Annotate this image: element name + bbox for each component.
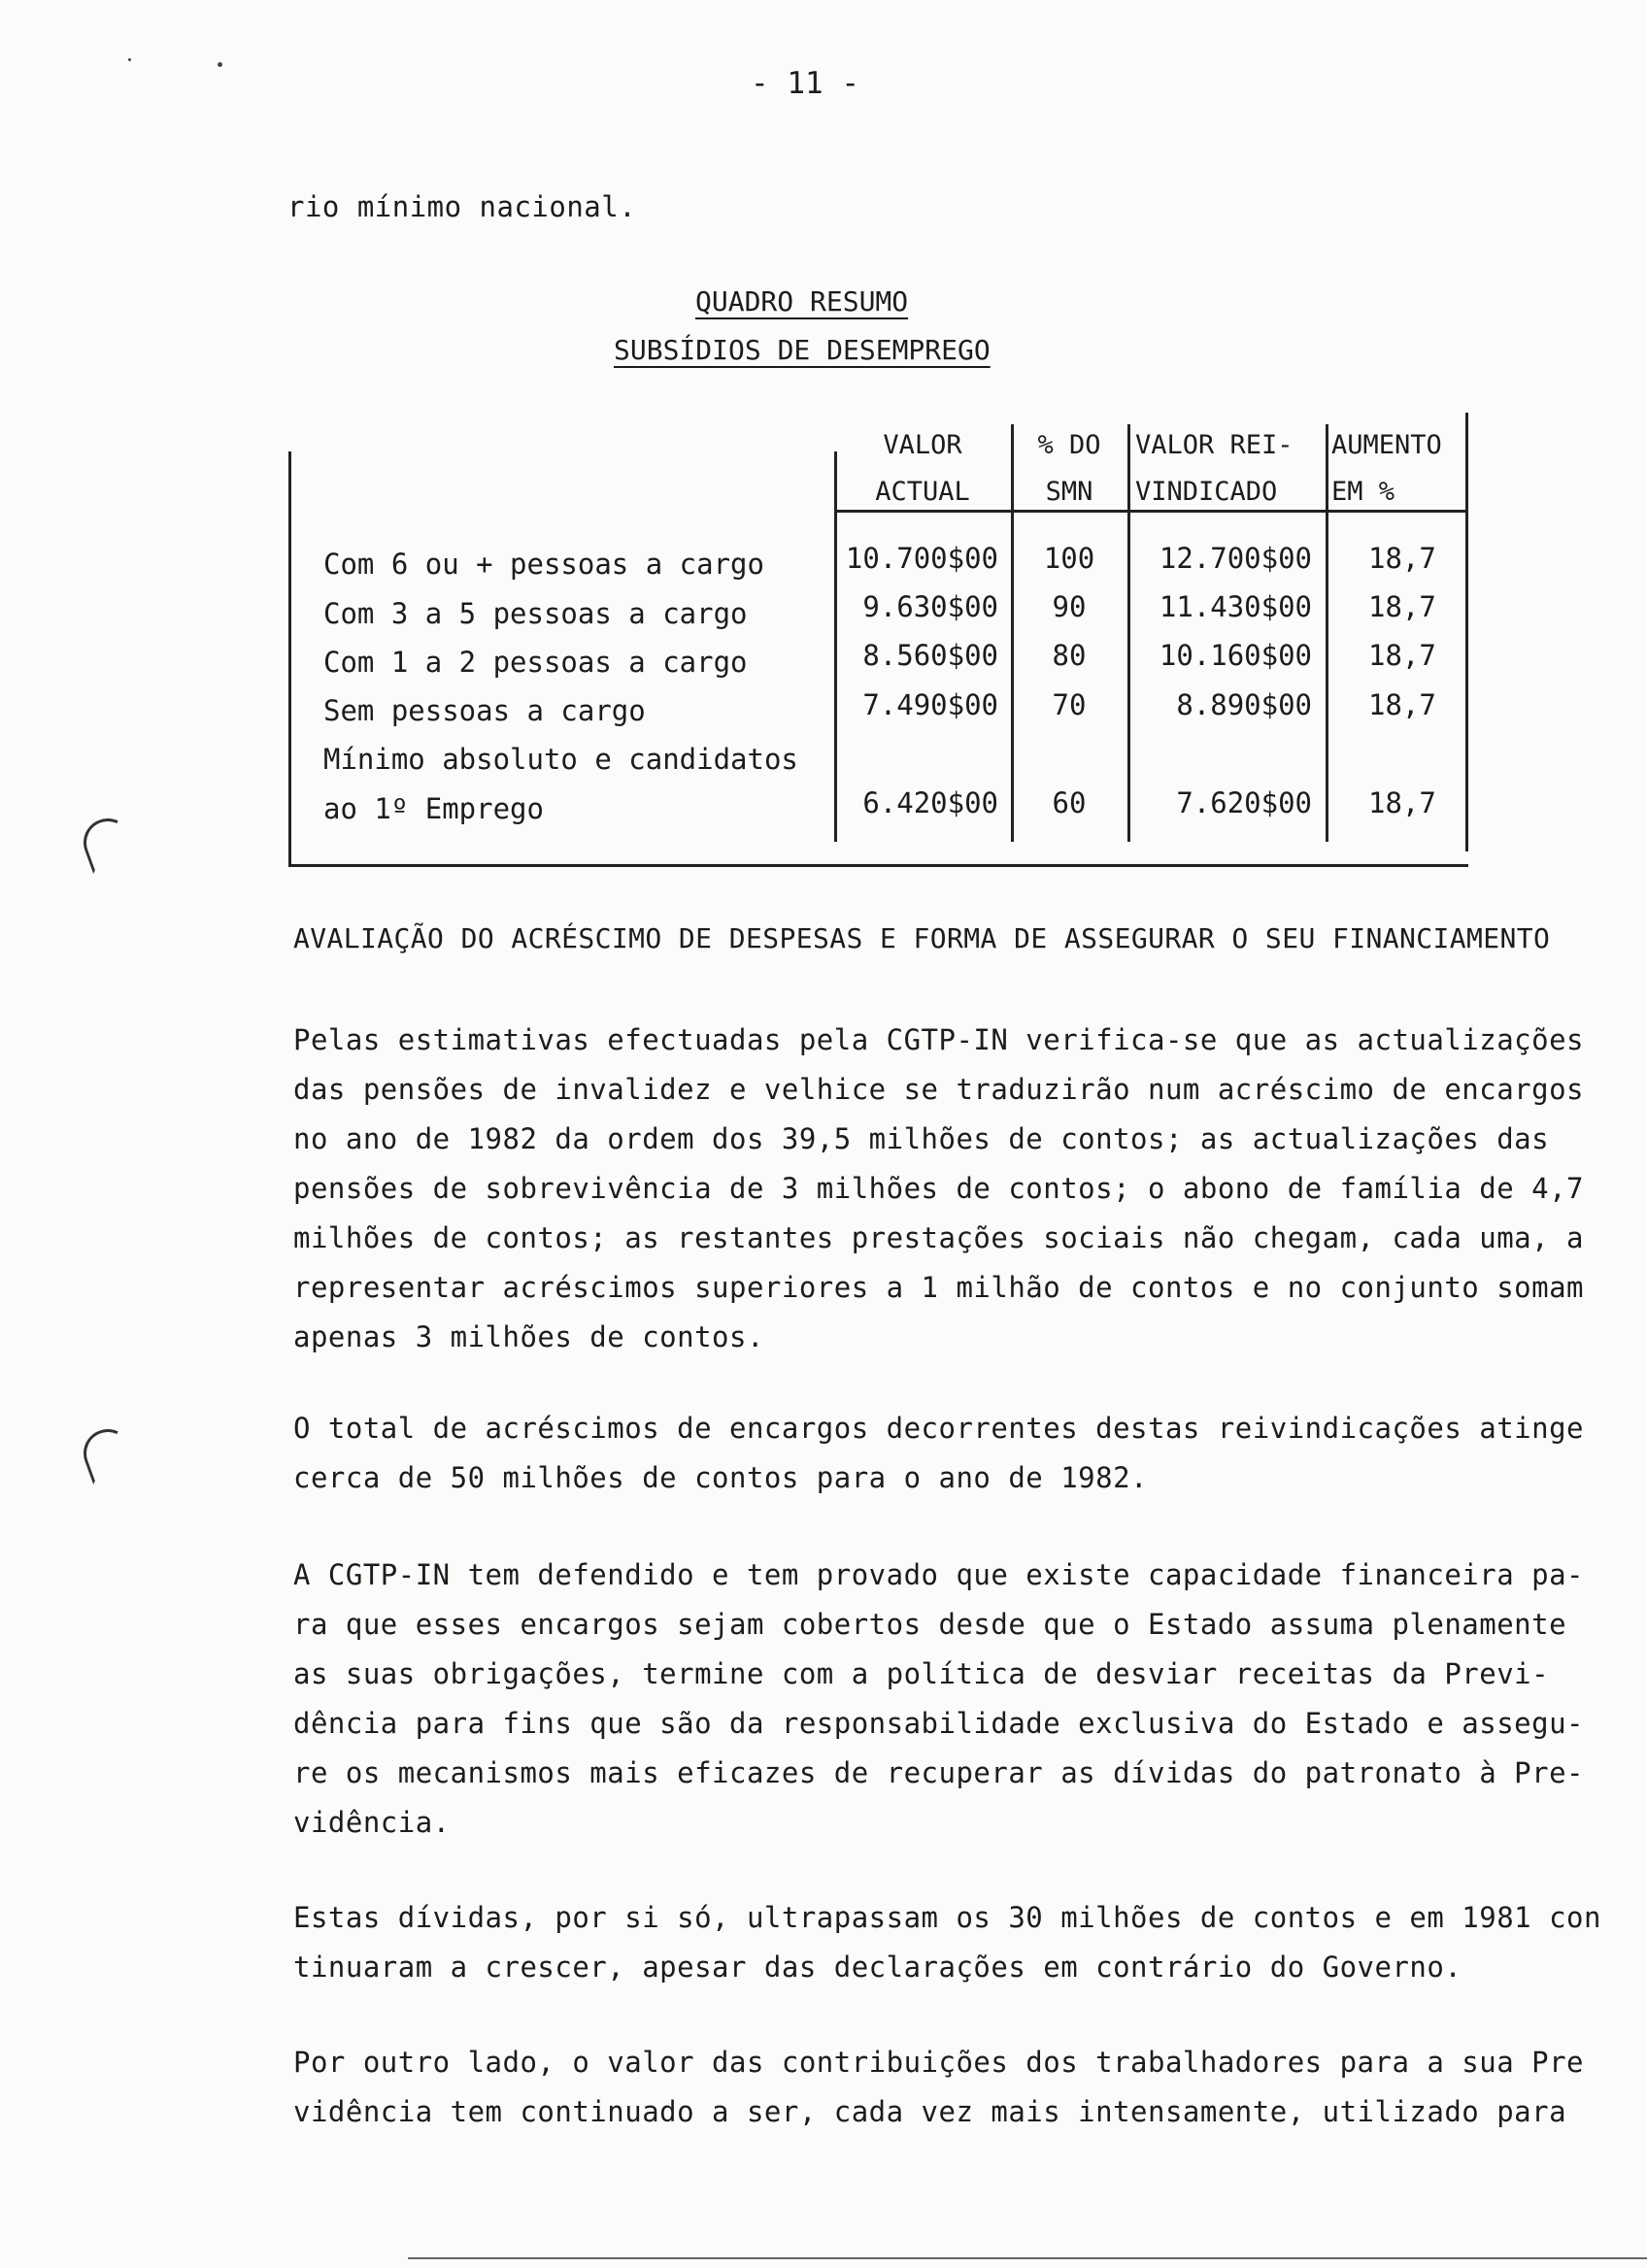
table-title: QUADRO RESUMO [695, 285, 909, 317]
text-line: das pensões de invalidez e velhice se traduzirão num acréscimo de encargos [293, 1073, 1585, 1106]
cell-aumento: 18,7 [1368, 786, 1436, 819]
paragraph [293, 1893, 1601, 1992]
cell-smn: 100 [1043, 542, 1095, 575]
section-heading: AVALIAÇÃO DO ACRÉSCIMO DE DESPESAS E FORMA DE ASSEGURAR O SEU FINANCIAMENTO [293, 922, 1551, 954]
summary-table [288, 413, 1468, 867]
text-line: O total de acréscimos de encargos decorrentes destas reivindicações atinge [293, 1412, 1585, 1445]
row-label: Com 6 ou + pessoas a cargo [323, 548, 764, 581]
cell-aumento: 18,7 [1368, 639, 1436, 672]
cell-aumento: 18,7 [1368, 590, 1436, 623]
cell-actual: 10.700$00 [845, 542, 998, 575]
punch-hole-mark [77, 1422, 139, 1484]
cell-actual: 9.630$00 [862, 590, 998, 623]
header-valor-reivindicado: VALOR REI- VINDICADO [1135, 430, 1294, 507]
paragraph [293, 1551, 1585, 1848]
text-line: A CGTP-IN tem defendido e tem provado que existe capacidade financeira pa- [293, 1558, 1585, 1591]
cell-reivindicado: 11.430$00 [1159, 590, 1312, 623]
row-label: Sem pessoas a cargo [323, 694, 646, 727]
cell-actual: 6.420$00 [862, 786, 998, 819]
cell-reivindicado: 12.700$00 [1159, 542, 1312, 575]
text-line: Estas dívidas, por si só, ultrapassam os 30 milhões de contos e em 1981 con [293, 1901, 1601, 1934]
text-line: pensões de sobrevivência de 3 milhões de contos; o abono de família de 4,7 [293, 1172, 1585, 1205]
paragraph [293, 2038, 1585, 2137]
header-valor-actual: VALOR ACTUAL [875, 430, 970, 507]
text-line: apenas 3 milhões de contos. [293, 1320, 764, 1353]
table-col-divider [1127, 424, 1130, 842]
text-line: vidência. [293, 1806, 451, 1839]
bottom-edge-rule [408, 2257, 1647, 2259]
header-smn: % DO SMN [1037, 430, 1101, 507]
intro-fragment: rio mínimo nacional. [287, 190, 637, 223]
row-label: Mínimo absoluto e candidatos [323, 743, 798, 776]
cell-reivindicado: 10.160$00 [1159, 639, 1312, 672]
table-left-border [288, 451, 291, 867]
table-subtitle: SUBSÍDIOS DE DESEMPREGO [614, 334, 991, 366]
paragraph [293, 1404, 1585, 1503]
text-line: tinuaram a crescer, apesar das declarações em contrário do Governo. [293, 1951, 1462, 1984]
table-bottom-border [288, 864, 1468, 867]
cell-smn: 90 [1052, 590, 1087, 623]
text-line: Por outro lado, o valor das contribuições dos trabalhadores para a sua Pre [293, 2046, 1585, 2079]
punch-hole-mark [77, 812, 139, 874]
row-label-continued: ao 1º Emprego [323, 792, 544, 825]
text-line: re os mecanismos mais eficazes de recuperar as dívidas do patronato à Pre- [293, 1756, 1585, 1789]
cell-smn: 60 [1052, 786, 1087, 819]
row-label: Com 3 a 5 pessoas a cargo [323, 597, 748, 630]
scan-speck [128, 58, 131, 61]
text-line: Pelas estimativas efectuadas pela CGTP-IN verifica-se que as actualizações [293, 1023, 1585, 1056]
page-number: - 11 - [751, 66, 859, 101]
cell-aumento: 18,7 [1368, 688, 1436, 721]
text-line: representar acréscimos superiores a 1 milhão de contos e no conjunto somam [293, 1271, 1585, 1304]
text-line: dência para fins que são da responsabilidade exclusiva do Estado e assegu- [293, 1707, 1585, 1740]
header-aumento: AUMENTO EM % [1331, 430, 1442, 507]
paragraph [293, 1016, 1585, 1362]
cell-aumento: 18,7 [1368, 542, 1436, 575]
text-line: as suas obrigações, termine com a política de desviar receitas da Previ- [293, 1657, 1550, 1690]
cell-reivindicado: 7.620$00 [1176, 786, 1312, 819]
text-line: no ano de 1982 da ordem dos 39,5 milhões de contos; as actualizações das [293, 1122, 1550, 1155]
cell-actual: 7.490$00 [862, 688, 998, 721]
text-line: milhões de contos; as restantes prestações sociais não chegam, cada uma, a [293, 1221, 1585, 1254]
cell-smn: 80 [1052, 639, 1087, 672]
table-right-border [1465, 413, 1468, 851]
text-line: vidência tem continuado a ser, cada vez mais intensamente, utilizado para [293, 2095, 1567, 2128]
text-line: cerca de 50 milhões de contos para o ano de 1982. [293, 1461, 1149, 1494]
cell-actual: 8.560$00 [862, 639, 998, 672]
table-col-divider [1326, 424, 1328, 842]
row-label: Com 1 a 2 pessoas a cargo [323, 646, 748, 679]
cell-reivindicado: 8.890$00 [1176, 688, 1312, 721]
cell-smn: 70 [1052, 688, 1087, 721]
text-line: ra que esses encargos sejam cobertos desde que o Estado assuma plenamente [293, 1608, 1567, 1641]
scan-speck [218, 62, 222, 67]
